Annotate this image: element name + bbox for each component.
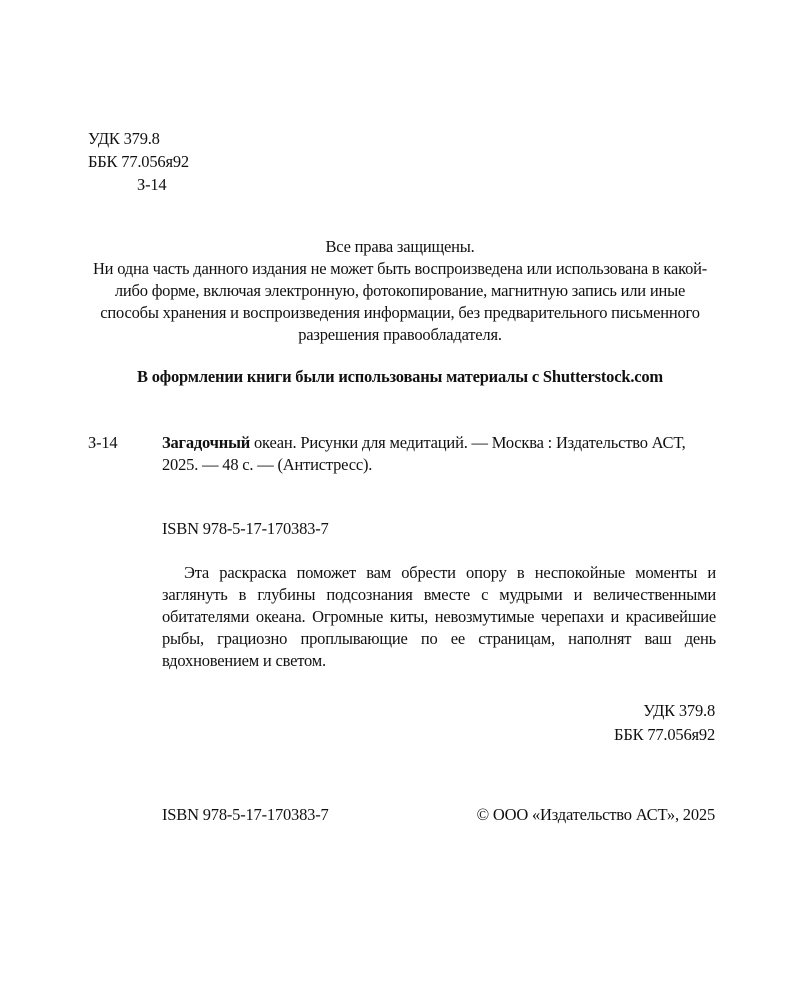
bbk-code: ББК 77.056я92 xyxy=(88,152,189,171)
copyright: © ООО «Издательство АСТ», 2025 xyxy=(476,805,715,824)
rights-notice xyxy=(88,236,712,346)
author-sign: З-14 xyxy=(137,175,167,194)
bibliographic-description: океан. Рисунки для медитаций. — Москва : Издательство АСТ, 2025. — 48 с. — (Антистресс). xyxy=(162,433,686,474)
annotation: Эта раскраска поможет вам обрести опору в неспокойные моменты и заглянуть в глубины подсознания вместе с мудрыми и величественными обитателями океана. Огромные киты, невозмутимые черепахи и красивейшие рыбы, грациозно проплывающие по ее страницам, наполнят ваш день вдохновением и светом. xyxy=(162,563,716,670)
rights-title: Все права защищены. xyxy=(325,237,475,256)
bibliographic-code: З-14 xyxy=(88,433,118,452)
footer-bbk-code: ББК 77.056я92 xyxy=(614,725,715,744)
rights-text: Ни одна часть данного издания не может быть воспроизведена или использована в какой-либо форме, включая электронную, фотокопирование, магнитную запись или иные способы хранения и воспроизведения информации, без предварительного письменного разрешения правообладателя. xyxy=(92,259,708,344)
bibliographic-record xyxy=(162,432,722,476)
image-credit: В оформлении книги были использованы материалы с Shutterstock.com xyxy=(137,367,663,386)
footer-udk-code: УДК 379.8 xyxy=(643,701,715,720)
udk-code: УДК 379.8 xyxy=(88,129,160,148)
book-title: Загадочный xyxy=(162,433,251,452)
footer-isbn: ISBN 978-5-17-170383-7 xyxy=(162,805,329,824)
isbn: ISBN 978-5-17-170383-7 xyxy=(162,519,329,538)
